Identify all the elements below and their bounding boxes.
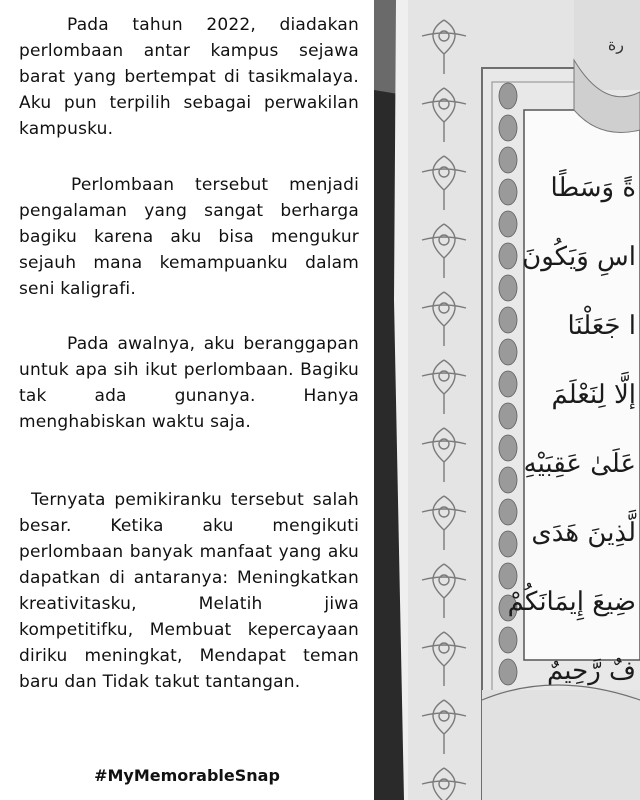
calligraphy-line: ةً وَسَطًا (550, 173, 636, 203)
border-chain-ornament (499, 435, 517, 461)
border-chain-ornament (499, 499, 517, 525)
paragraph-3: Pada awalnya, aku beranggapan untuk apa sih ikut perlombaan. Bagiku tak ada gunanya. Hanya menghabiskan waktu saja. (19, 334, 359, 432)
border-chain-ornament (499, 659, 517, 685)
border-chain-ornament (499, 115, 517, 141)
border-chain-ornament (499, 147, 517, 173)
calligraphy-line: اسِ وَيَكُونَ (522, 242, 636, 272)
border-chain-ornament (499, 563, 517, 589)
border-chain-ornament (499, 403, 517, 429)
border-chain-ornament (499, 179, 517, 205)
calligraphy-line: فٌ رَّحِيمٌ (547, 656, 636, 686)
border-chain-ornament (499, 211, 517, 237)
calligraphy-line: ا جَعَلْنَا (567, 311, 636, 341)
border-chain-ornament (499, 371, 517, 397)
border-chain-ornament (499, 339, 517, 365)
border-chain-ornament (499, 275, 517, 301)
border-chain-ornament (499, 627, 517, 653)
paragraph-2: Perlombaan tersebut menjadi pengalaman yang sangat berharga bagiku karena aku bisa mengukur sejauh mana kemampuanku dalam seni kaligrafi. (19, 175, 359, 299)
calligraphy-line: ضِيعَ إِيمَانَكُمْ (507, 587, 636, 617)
border-chain-ornament (499, 307, 517, 333)
calligraphy-line: إلَّا لِنَعْلَمَ (551, 380, 636, 410)
calligraphy-line: عَلَىٰ عَقِبَيْهِ (523, 449, 636, 479)
paragraph-4: Ternyata pemikiranku tersebut salah besar. Ketika aku mengikuti perlombaan banyak manfaat yang aku dapatkan di antaranya: Meningkatkan kreativitasku, Melatih jiwa kompetitifku, Membuat kepercayaan diriku meningkat, Mendapat teman baru dan Tidak takut tantangan. (19, 490, 359, 692)
calligraphy-line: لَّذِينَ هَدَى (531, 518, 636, 548)
calligraphy-illustration (374, 0, 640, 800)
paragraph-1: Pada tahun 2022, diadakan perlombaan antar kampus sejawa barat yang bertempat di tasikmalaya. Aku pun terpilih sebagai perwakilan kampusku. (19, 15, 359, 139)
hashtag-label: #MyMemorableSnap (94, 766, 280, 785)
border-chain-ornament (499, 83, 517, 109)
calligraphy-photo (374, 0, 640, 800)
border-chain-ornament (499, 467, 517, 493)
calligraphy-header-text: رة (607, 35, 624, 54)
border-chain-ornament (499, 243, 517, 269)
border-chain-ornament (499, 531, 517, 557)
